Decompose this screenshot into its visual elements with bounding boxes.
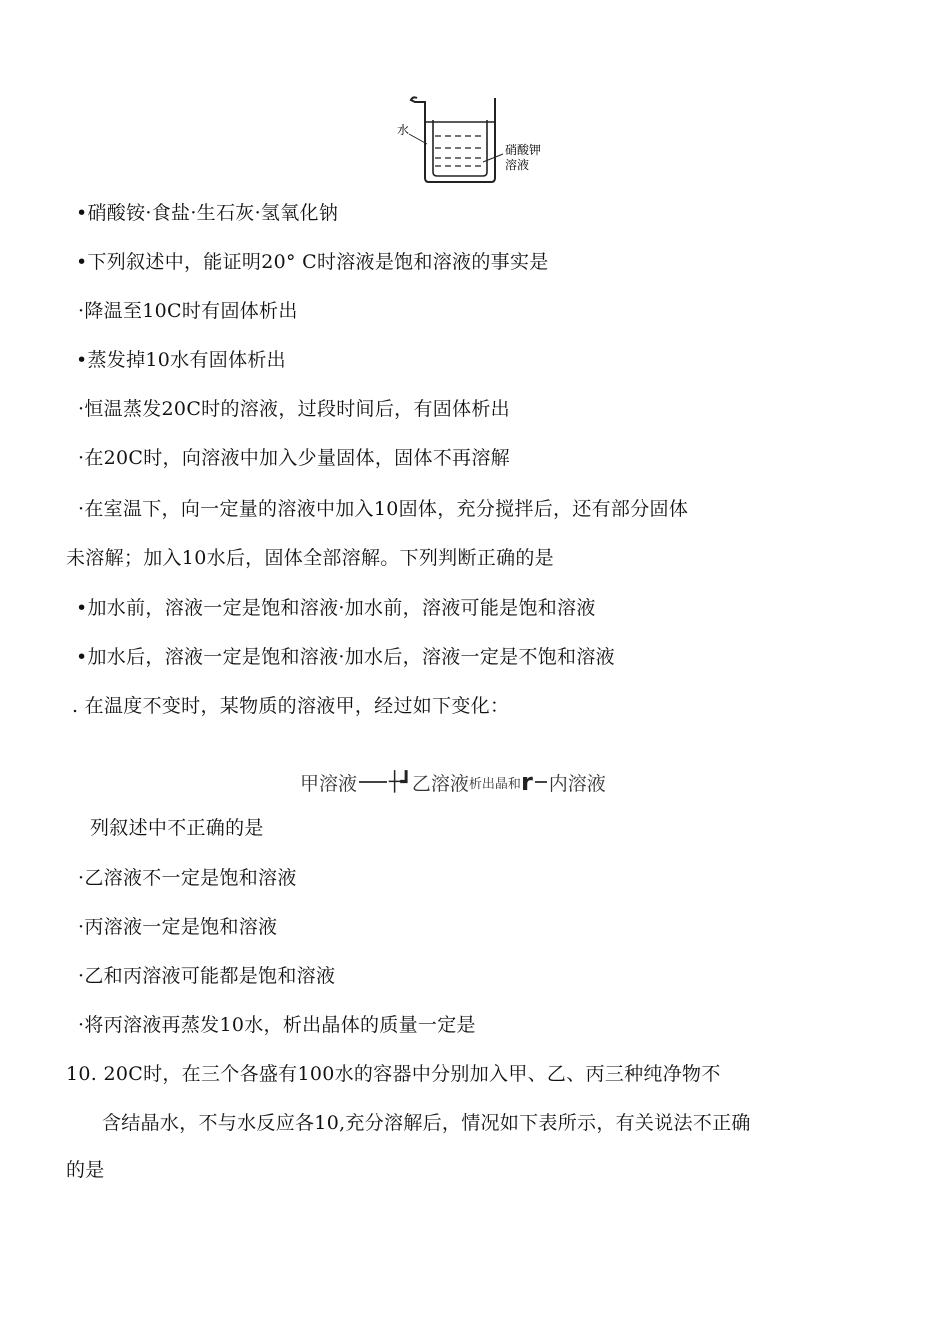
solution-b-label: 乙溶液	[411, 772, 469, 795]
question-line: •下列叙述中，能证明20° C时溶液是饱和溶液的事实是	[76, 251, 549, 273]
beaker-outline	[411, 97, 495, 182]
question-line: 含结晶水，不与水反应各10,充分溶解后，情况如下表所示，有关说法不正确	[102, 1112, 751, 1134]
arrow-icon	[359, 781, 387, 783]
option-line: ·恒温蒸发20C时的溶液，过段时间后，有固体析出	[78, 398, 510, 420]
option-line: ·丙溶液一定是饱和溶液	[78, 916, 278, 938]
question-line: . 在温度不变时，某物质的溶液甲，经过如下变化：	[72, 695, 510, 717]
option-line: ·在20C时，向溶液中加入少量固体，固体不再溶解	[78, 447, 510, 469]
option-line: •硝酸铵·食盐·生石灰·氢氧化钠	[76, 202, 339, 224]
solution-c-label: 内溶液	[548, 772, 606, 795]
option-line: •加水前，溶液一定是饱和溶液·加水前，溶液可能是饱和溶液	[76, 597, 596, 619]
scheme-glyph-2: r	[520, 768, 533, 796]
question-line: 10. 20C时，在三个各盛有100水的容器中分别加入甲、乙、丙三种纯净物不	[66, 1063, 721, 1085]
option-line: •蒸发掉10水有固体析出	[76, 349, 286, 371]
reaction-scheme	[300, 768, 606, 798]
solution-label-line1: 硝酸钾	[505, 143, 542, 157]
option-line: ·乙和丙溶液可能都是饱和溶液	[78, 965, 336, 987]
question-line: ·在室温下，向一定量的溶液中加入10固体，充分搅拌后，还有部分固体	[78, 498, 689, 520]
liquid-hatching	[435, 136, 485, 166]
water-label: 水	[397, 123, 410, 137]
arrow-icon	[535, 781, 547, 783]
question-line: 列叙述中不正确的是	[90, 817, 264, 839]
option-line: ·降温至10C时有固体析出	[78, 300, 298, 322]
scheme-glyph-1: ┼┛	[389, 771, 412, 793]
option-line: ·乙溶液不一定是饱和溶液	[78, 867, 297, 889]
solution-leader-line	[483, 154, 503, 162]
option-line: •加水后，溶液一定是饱和溶液·加水后，溶液一定是不饱和溶液	[76, 646, 615, 668]
condition-label: 析出晶和	[468, 776, 521, 792]
beaker-diagram	[395, 92, 565, 192]
question-line: 的是	[66, 1159, 105, 1181]
option-line: ·将丙溶液再蒸发10水，析出晶体的质量一定是	[78, 1014, 476, 1036]
solution-label-line2: 溶液	[505, 158, 530, 172]
question-line: 未溶解；加入10水后，固体全部溶解。下列判断正确的是	[66, 547, 554, 569]
solution-a-label: 甲溶液	[300, 772, 358, 795]
